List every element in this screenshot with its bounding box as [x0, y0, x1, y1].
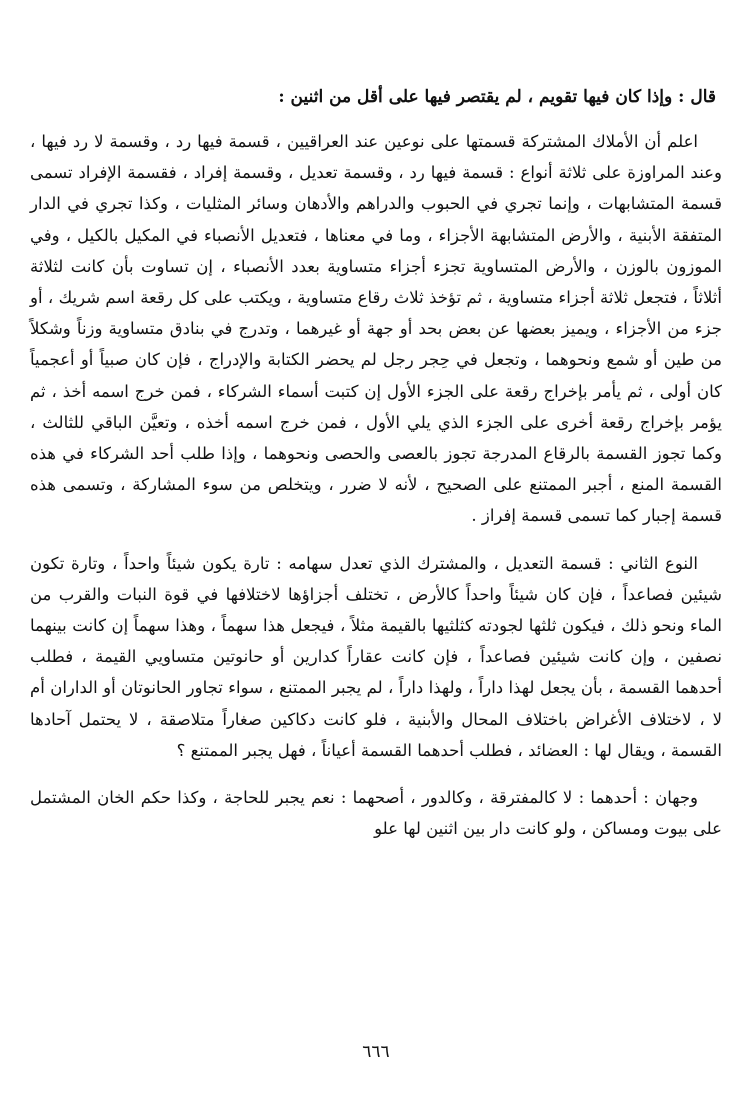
- paragraph-3: وجهان : أحدهما : لا كالمفترقة ، وكالدور ، أصحهما : نعم يجبر للحاجة ، وكذا حكم الخان المشتمل على بيوت ومساكن ، ولو كانت دار بين اثنين لها علو: [30, 788, 722, 839]
- page-body: [30, 70, 722, 860]
- paragraph-2: النوع الثاني : قسمة التعديل ، والمشترك الذي تعدل سهامه : تارة يكون شيئاً واحداً ، وتارة تكون شيئين فصاعداً ، فإن كان شيئاً واحداً كالأرض ، تختلف أجزاؤها لاختلافها في قوة النبات والقرب من الماء ونحو ذلك ، فيكون ثلثها لجودته كثلثيها بالقيمة مثلاً ، فيجعل هذا سهماً ، وهذا سهماً إن كانت بينهما نصفين ، وإن كانت شيئين فصاعداً ، فإن كانت عقاراً كدارين أو حانوتين متساويي القيمة ، فطلب أحدهما القسمة ، بأن يجعل لهذا داراً ، ولهذا داراً ، لم يجبر الممتنع ، سواء تجاور الحانوتان أو الداران أم لا ، لاختلاف الأغراض باختلاف المحال والأبنية ، فلو كانت دكاكين صغاراً متلاصقة ، لا يحتمل آحادها القسمة ، ويقال لها : العضائد ، فطلب أحدهما القسمة أعياناً ، فهل يجبر الممتنع ؟: [30, 553, 722, 760]
- page-number: ٦٦٦: [362, 1042, 390, 1062]
- section-heading: قال : وإذا كان فيها تقويم ، لم يقتصر فيها على أقل من اثنين :: [278, 87, 716, 107]
- paragraph-1: اعلم أن الأملاك المشتركة قسمتها على نوعين عند العراقيين ، قسمة فيها رد ، وقسمة لا رد فيها ، وعند المراوزة على ثلاثة أنواع : قسمة فيها رد ، وقسمة تعديل ، وقسمة إفراد ، فقسمة الإفراد تسمى قسمة المتشابهات ، وإنما تجري في الحبوب والدراهم والأدهان وسائر المثليات ، وكذا تجري في الدار المتفقة الأبنية ، والأرض المتشابهة الأجزاء ، وما في معناها ، فتعديل الأنصباء في المكيل بالكيل ، وفي الموزون بالوزن ، والأرض المتساوية تجزء أجزاء متساوية بعدد الأنصباء ، إن تساوت بأن كانت لثلاثة أثلاثاً ، فتجعل ثلاثة أجزاء متساوية ، ثم تؤخذ ثلاث رقاع متساوية ، ويكتب على كل رقعة اسم شريك ، أو جزء من الأجزاء ، ويميز بعضها عن بعض بحد أو جهة أو غيرهما ، وتدرج في بنادق متساوية وزناً وشكلاً من طين أو شمع ونحوهما ، وتجعل في حِجر رجل لم يحضر الكتابة والإدراج ، فإن كان صبياً أو أعجمياً كان أولى ، ثم يأمر بإخراج رقعة على الجزء الأول إن كتبت أسماء الشركاء ، فمن خرج اسمه أخذ ، ثم يؤمر بإخراج رقعة أخرى على الجزء الذي يلي الأول ، فمن خرج اسمه أخذه ، وتعيَّن الباقي للثالث ، وكما تجوز القسمة بالرقاع المدرجة تجوز بالعصى والحصى ونحوهما ، وإذا طلب أحد الشركاء في هذه القسمة المنع ، أجبر الممتنع على الصحيح ، لأنه لا ضرر ، ويتخلص من سوء المشاركة ، وتسمى هذه قسمة إجبار كما تسمى قسمة إفراز .: [30, 132, 722, 526]
